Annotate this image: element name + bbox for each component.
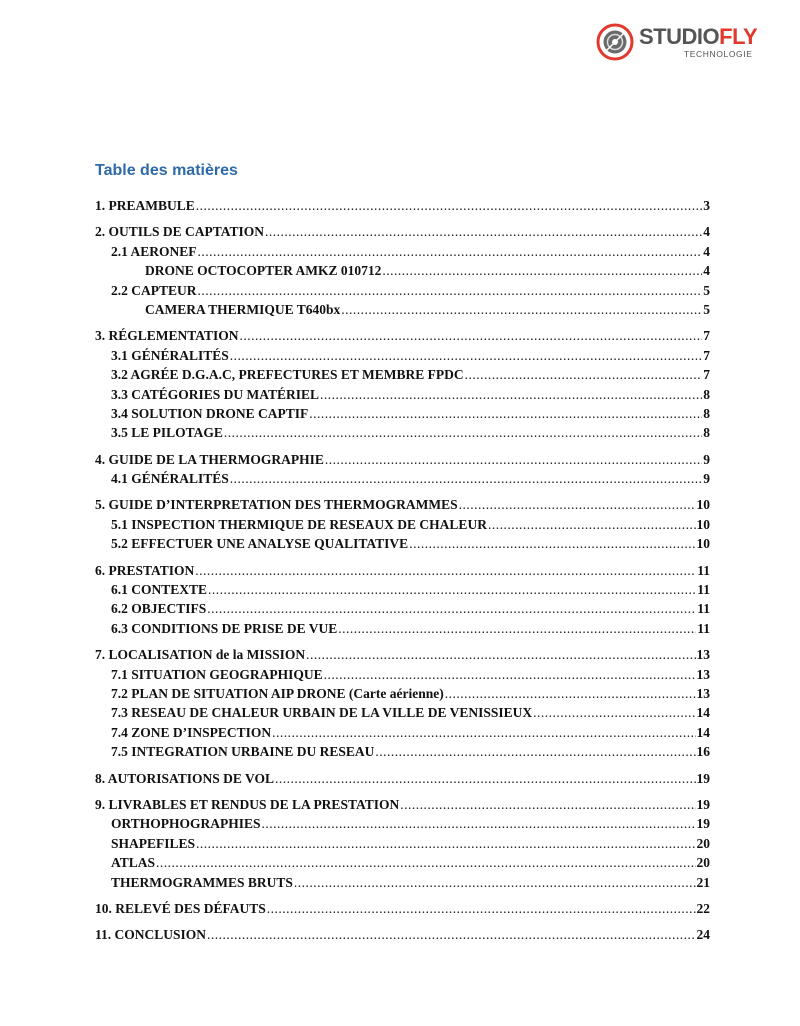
toc-entry-label: 7.2 PLAN DE SITUATION AIP DRONE (Carte aérienne) <box>111 685 444 701</box>
toc-entry-label: 4. GUIDE DE LA THERMOGRAPHIE <box>95 451 324 467</box>
toc-entry-label: 10. RELEVÉ DES DÉFAUTS <box>95 900 266 916</box>
toc-entry-page: 11 <box>697 582 710 598</box>
toc-entry-label: 2.1 AERONEF <box>111 243 197 259</box>
toc-dot-leader <box>207 925 695 944</box>
toc-entry-page: 11 <box>697 562 710 578</box>
toc-entry-label: CAMERA THERMIQUE T640bx <box>145 301 341 317</box>
toc-entry-page: 11 <box>697 620 710 636</box>
toc-entry-label: 3.3 CATÉGORIES DU MATÉRIEL <box>111 386 320 402</box>
toc-dot-leader <box>465 365 703 384</box>
toc-dot-leader <box>230 469 702 488</box>
toc-entry[interactable] <box>95 795 710 814</box>
toc-entry-label: 2.2 CAPTEUR <box>111 282 197 298</box>
toc-dot-leader <box>198 242 703 261</box>
toc-entry-page: 21 <box>696 874 710 890</box>
toc-entry-page: 5 <box>703 282 710 298</box>
toc-entry-label: 3.2 AGRÉE D.G.A.C, PREFECTURES ET MEMBRE FPDC <box>111 367 464 383</box>
toc-entry-label: 5.1 INSPECTION THERMIQUE DE RESEAUX DE CHALEUR <box>111 516 487 532</box>
toc-entry-label: 11. CONCLUSION <box>95 927 207 943</box>
toc-entry-label: 3.5 LE PILOTAGE <box>111 425 223 441</box>
toc-dot-leader <box>533 703 695 722</box>
toc-entry-label: 8. AUTORISATIONS DE VOL <box>95 770 275 786</box>
toc-entry-page: 8 <box>703 386 710 402</box>
toc-entry[interactable] <box>95 365 710 384</box>
toc-entry[interactable] <box>95 346 710 365</box>
toc-entry[interactable] <box>95 423 710 442</box>
toc-entry-page: 9 <box>703 451 710 467</box>
table-of-contents <box>95 196 710 945</box>
toc-dot-leader <box>275 769 695 788</box>
logo-brand-part1: STUDIO <box>639 24 720 49</box>
toc-entry-page: 19 <box>696 770 710 786</box>
toc-dot-leader <box>224 423 702 442</box>
toc-entry-label: 5. GUIDE D’INTERPRETATION DES THERMOGRAMMES <box>95 497 458 513</box>
toc-entry[interactable] <box>95 450 710 469</box>
toc-dot-leader <box>267 899 696 918</box>
toc-entry[interactable] <box>95 619 710 638</box>
toc-dot-leader <box>207 599 696 618</box>
toc-dot-leader <box>341 300 702 319</box>
toc-entry-label: 6. PRESTATION <box>95 562 195 578</box>
toc-dot-leader <box>196 834 695 853</box>
toc-entry[interactable] <box>95 645 710 664</box>
toc-dot-leader <box>262 814 696 833</box>
toc-entry-label: 3. RÉGLEMENTATION <box>95 328 239 344</box>
toc-entry[interactable] <box>95 281 710 300</box>
toc-entry-page: 16 <box>696 744 710 760</box>
toc-entry-page: 19 <box>696 796 710 812</box>
toc-entry-page: 14 <box>696 705 710 721</box>
toc-entry[interactable] <box>95 769 710 788</box>
toc-dot-leader <box>198 281 703 300</box>
toc-entry[interactable] <box>95 515 710 534</box>
toc-entry-label: 9. LIVRABLES ET RENDUS DE LA PRESTATION <box>95 796 400 812</box>
toc-entry-page: 19 <box>696 816 710 832</box>
toc-entry-page: 3 <box>703 198 710 213</box>
toc-entry-page: 4 <box>703 263 710 279</box>
toc-entry-page: 10 <box>696 536 710 552</box>
toc-dot-leader <box>324 665 696 684</box>
logo-brand-text <box>639 25 757 49</box>
toc-entry-page: 14 <box>696 724 710 740</box>
toc-entry[interactable] <box>95 300 710 319</box>
toc-entry[interactable] <box>95 469 710 488</box>
toc-entry[interactable] <box>95 326 710 345</box>
toc-entry[interactable] <box>95 925 710 944</box>
logo-brand-part2: FLY <box>719 24 758 49</box>
toc-entry-label: 7.5 INTEGRATION URBAINE DU RESEAU <box>111 744 375 760</box>
toc-entry-label: 6.1 CONTEXTE <box>111 582 208 598</box>
toc-entry[interactable] <box>95 404 710 423</box>
toc-entry-label: SHAPEFILES <box>111 835 196 851</box>
toc-entry-page: 22 <box>696 900 710 916</box>
toc-entry[interactable] <box>95 899 710 918</box>
toc-entry-page: 13 <box>696 666 710 682</box>
toc-entry-label: 7.3 RESEAU DE CHALEUR URBAIN DE LA VILLE DE VENISSIEUX <box>111 705 533 721</box>
toc-entry[interactable] <box>95 495 710 514</box>
toc-entry-label: THERMOGRAMMES BRUTS <box>111 874 293 890</box>
toc-entry-page: 20 <box>696 855 710 871</box>
toc-entry-page: 10 <box>696 516 710 532</box>
toc-dot-leader <box>375 742 695 761</box>
toc-entry-label: 1. PREAMBULE <box>95 198 195 213</box>
toc-entry-page: 13 <box>696 647 710 663</box>
toc-entry[interactable] <box>95 222 710 241</box>
toc-entry[interactable] <box>95 814 710 833</box>
toc-entry-page: 8 <box>703 405 710 421</box>
toc-entry-page: 24 <box>696 927 710 943</box>
toc-entry-page: 13 <box>696 685 710 701</box>
toc-dot-leader <box>265 222 702 241</box>
toc-entry-page: 11 <box>697 601 710 617</box>
toc-entry-page: 4 <box>703 224 710 240</box>
toc-entry-page: 7 <box>703 367 710 383</box>
toc-dot-leader <box>382 261 702 280</box>
toc-dot-leader <box>294 873 696 892</box>
toc-entry[interactable] <box>95 853 710 872</box>
toc-dot-leader <box>230 346 702 365</box>
toc-entry-label: 4.1 GÉNÉRALITÉS <box>111 471 229 487</box>
toc-entry-label: ORTHOPHOGRAPHIES <box>111 816 261 832</box>
toc-dot-leader <box>195 561 696 580</box>
toc-dot-leader <box>400 795 695 814</box>
toc-entry[interactable] <box>95 261 710 280</box>
toc-entry[interactable] <box>95 684 710 703</box>
toc-entry[interactable] <box>95 385 710 404</box>
studiofly-logo-icon <box>596 23 634 61</box>
toc-dot-leader <box>196 196 702 215</box>
toc-entry[interactable] <box>95 561 710 580</box>
logo-subtitle: TECHNOLOGIE <box>684 49 753 59</box>
toc-entry-label: DRONE OCTOCOPTER AMKZ 010712 <box>145 263 382 279</box>
toc-entry-label: 6.2 OBJECTIFS <box>111 601 207 617</box>
toc-dot-leader <box>459 495 696 514</box>
toc-entry[interactable] <box>95 665 710 684</box>
toc-entry[interactable] <box>95 834 710 853</box>
toc-dot-leader <box>325 450 702 469</box>
toc-dot-leader <box>338 619 696 638</box>
toc-entry-label: 6.3 CONDITIONS DE PRISE DE VUE <box>111 620 338 636</box>
toc-dot-leader <box>445 684 696 703</box>
toc-dot-leader <box>272 723 695 742</box>
toc-entry-page: 5 <box>703 301 710 317</box>
toc-entry-label: 2. OUTILS DE CAPTATION <box>95 224 265 240</box>
toc-entry[interactable] <box>95 534 710 553</box>
toc-dot-leader <box>306 645 695 664</box>
toc-entry-label: 7. LOCALISATION de la MISSION <box>95 647 306 663</box>
toc-entry-label: 3.4 SOLUTION DRONE CAPTIF <box>111 405 309 421</box>
toc-entry-label: 3.1 GÉNÉRALITÉS <box>111 347 229 363</box>
toc-entry-page: 7 <box>703 347 710 363</box>
toc-entry-page: 20 <box>696 835 710 851</box>
toc-entry[interactable] <box>95 742 710 761</box>
toc-entry[interactable] <box>95 873 710 892</box>
toc-entry[interactable] <box>95 196 710 215</box>
toc-entry[interactable] <box>95 580 710 599</box>
toc-dot-leader <box>156 853 695 872</box>
toc-entry-page: 7 <box>703 328 710 344</box>
studiofly-logo <box>596 22 776 62</box>
toc-dot-leader <box>309 404 702 423</box>
toc-entry[interactable] <box>95 723 710 742</box>
toc-entry[interactable] <box>95 703 710 722</box>
toc-entry-page: 9 <box>703 471 710 487</box>
toc-entry-page: 8 <box>703 425 710 441</box>
toc-entry-page: 4 <box>703 243 710 259</box>
toc-entry-label: 5.2 EFFECTUER UNE ANALYSE QUALITATIVE <box>111 536 409 552</box>
toc-entry-page: 10 <box>696 497 710 513</box>
toc-entry-label: 7.4 ZONE D’INSPECTION <box>111 724 272 740</box>
toc-entry-label: 7.1 SITUATION GEOGRAPHIQUE <box>111 666 323 682</box>
toc-entry[interactable] <box>95 242 710 261</box>
toc-dot-leader <box>409 534 695 553</box>
toc-dot-leader <box>208 580 696 599</box>
toc-entry-label: ATLAS <box>111 855 156 871</box>
toc-dot-leader <box>240 326 703 345</box>
toc-heading: Table des matières <box>95 162 238 179</box>
toc-dot-leader <box>488 515 696 534</box>
toc-entry[interactable] <box>95 599 710 618</box>
toc-dot-leader <box>320 385 702 404</box>
